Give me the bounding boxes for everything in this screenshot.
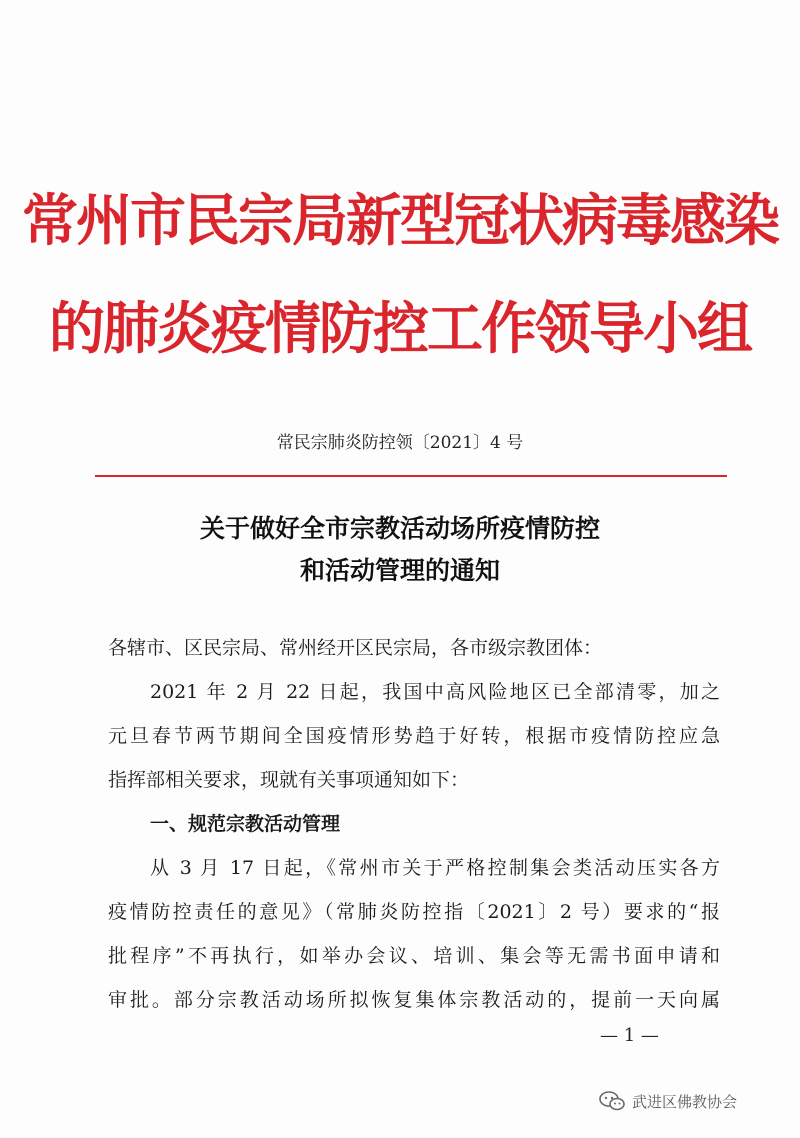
body-line: 指挥部相关要求，现就有关事项通知如下： [108, 769, 470, 791]
body-line: 元旦春节两节期间全国疫情形势趋于好转，根据市疫情防控应急 [108, 725, 720, 747]
body-line: 疫情防控责任的意见》（常肺炎防控指〔2021〕2 号）要求的“报 [108, 901, 720, 923]
notice-title-line1: 关于做好全市宗教活动场所疫情防控 [199, 514, 600, 543]
wechat-icon [598, 1090, 626, 1112]
body-line: 从 3 月 17 日起，《常州市关于严格控制集会类活动压实各方 [150, 857, 720, 879]
header-title-line1: 常州市民宗局新型冠状病毒感染 [22, 189, 778, 254]
watermark-text: 武进区佛教协会 [632, 1092, 738, 1111]
header-title-line2: 的肺炎疫情防控工作领导小组 [49, 297, 751, 362]
body-line-addressee: 各辖市、区民宗局、常州经开区民宗局，各市级宗教团体： [108, 637, 603, 659]
document-number: 常民宗肺炎防控领〔2021〕4 号 [276, 433, 524, 453]
watermark [598, 1090, 737, 1112]
body-line: 审批。部分宗教活动场所拟恢复集体宗教活动的，提前一天向属 [108, 989, 720, 1011]
body-line: 2021 年 2 月 22 日起，我国中高风险地区已全部清零，加之 [150, 681, 720, 703]
page-number: — 1 — [600, 1025, 659, 1046]
red-divider [95, 475, 727, 477]
notice-title-line2: 和活动管理的通知 [299, 556, 500, 585]
body-line: 批程序”不再执行，如举办会议、培训、集会等无需书面申请和 [108, 945, 720, 967]
section-heading: 一、规范宗教活动管理 [150, 813, 341, 835]
